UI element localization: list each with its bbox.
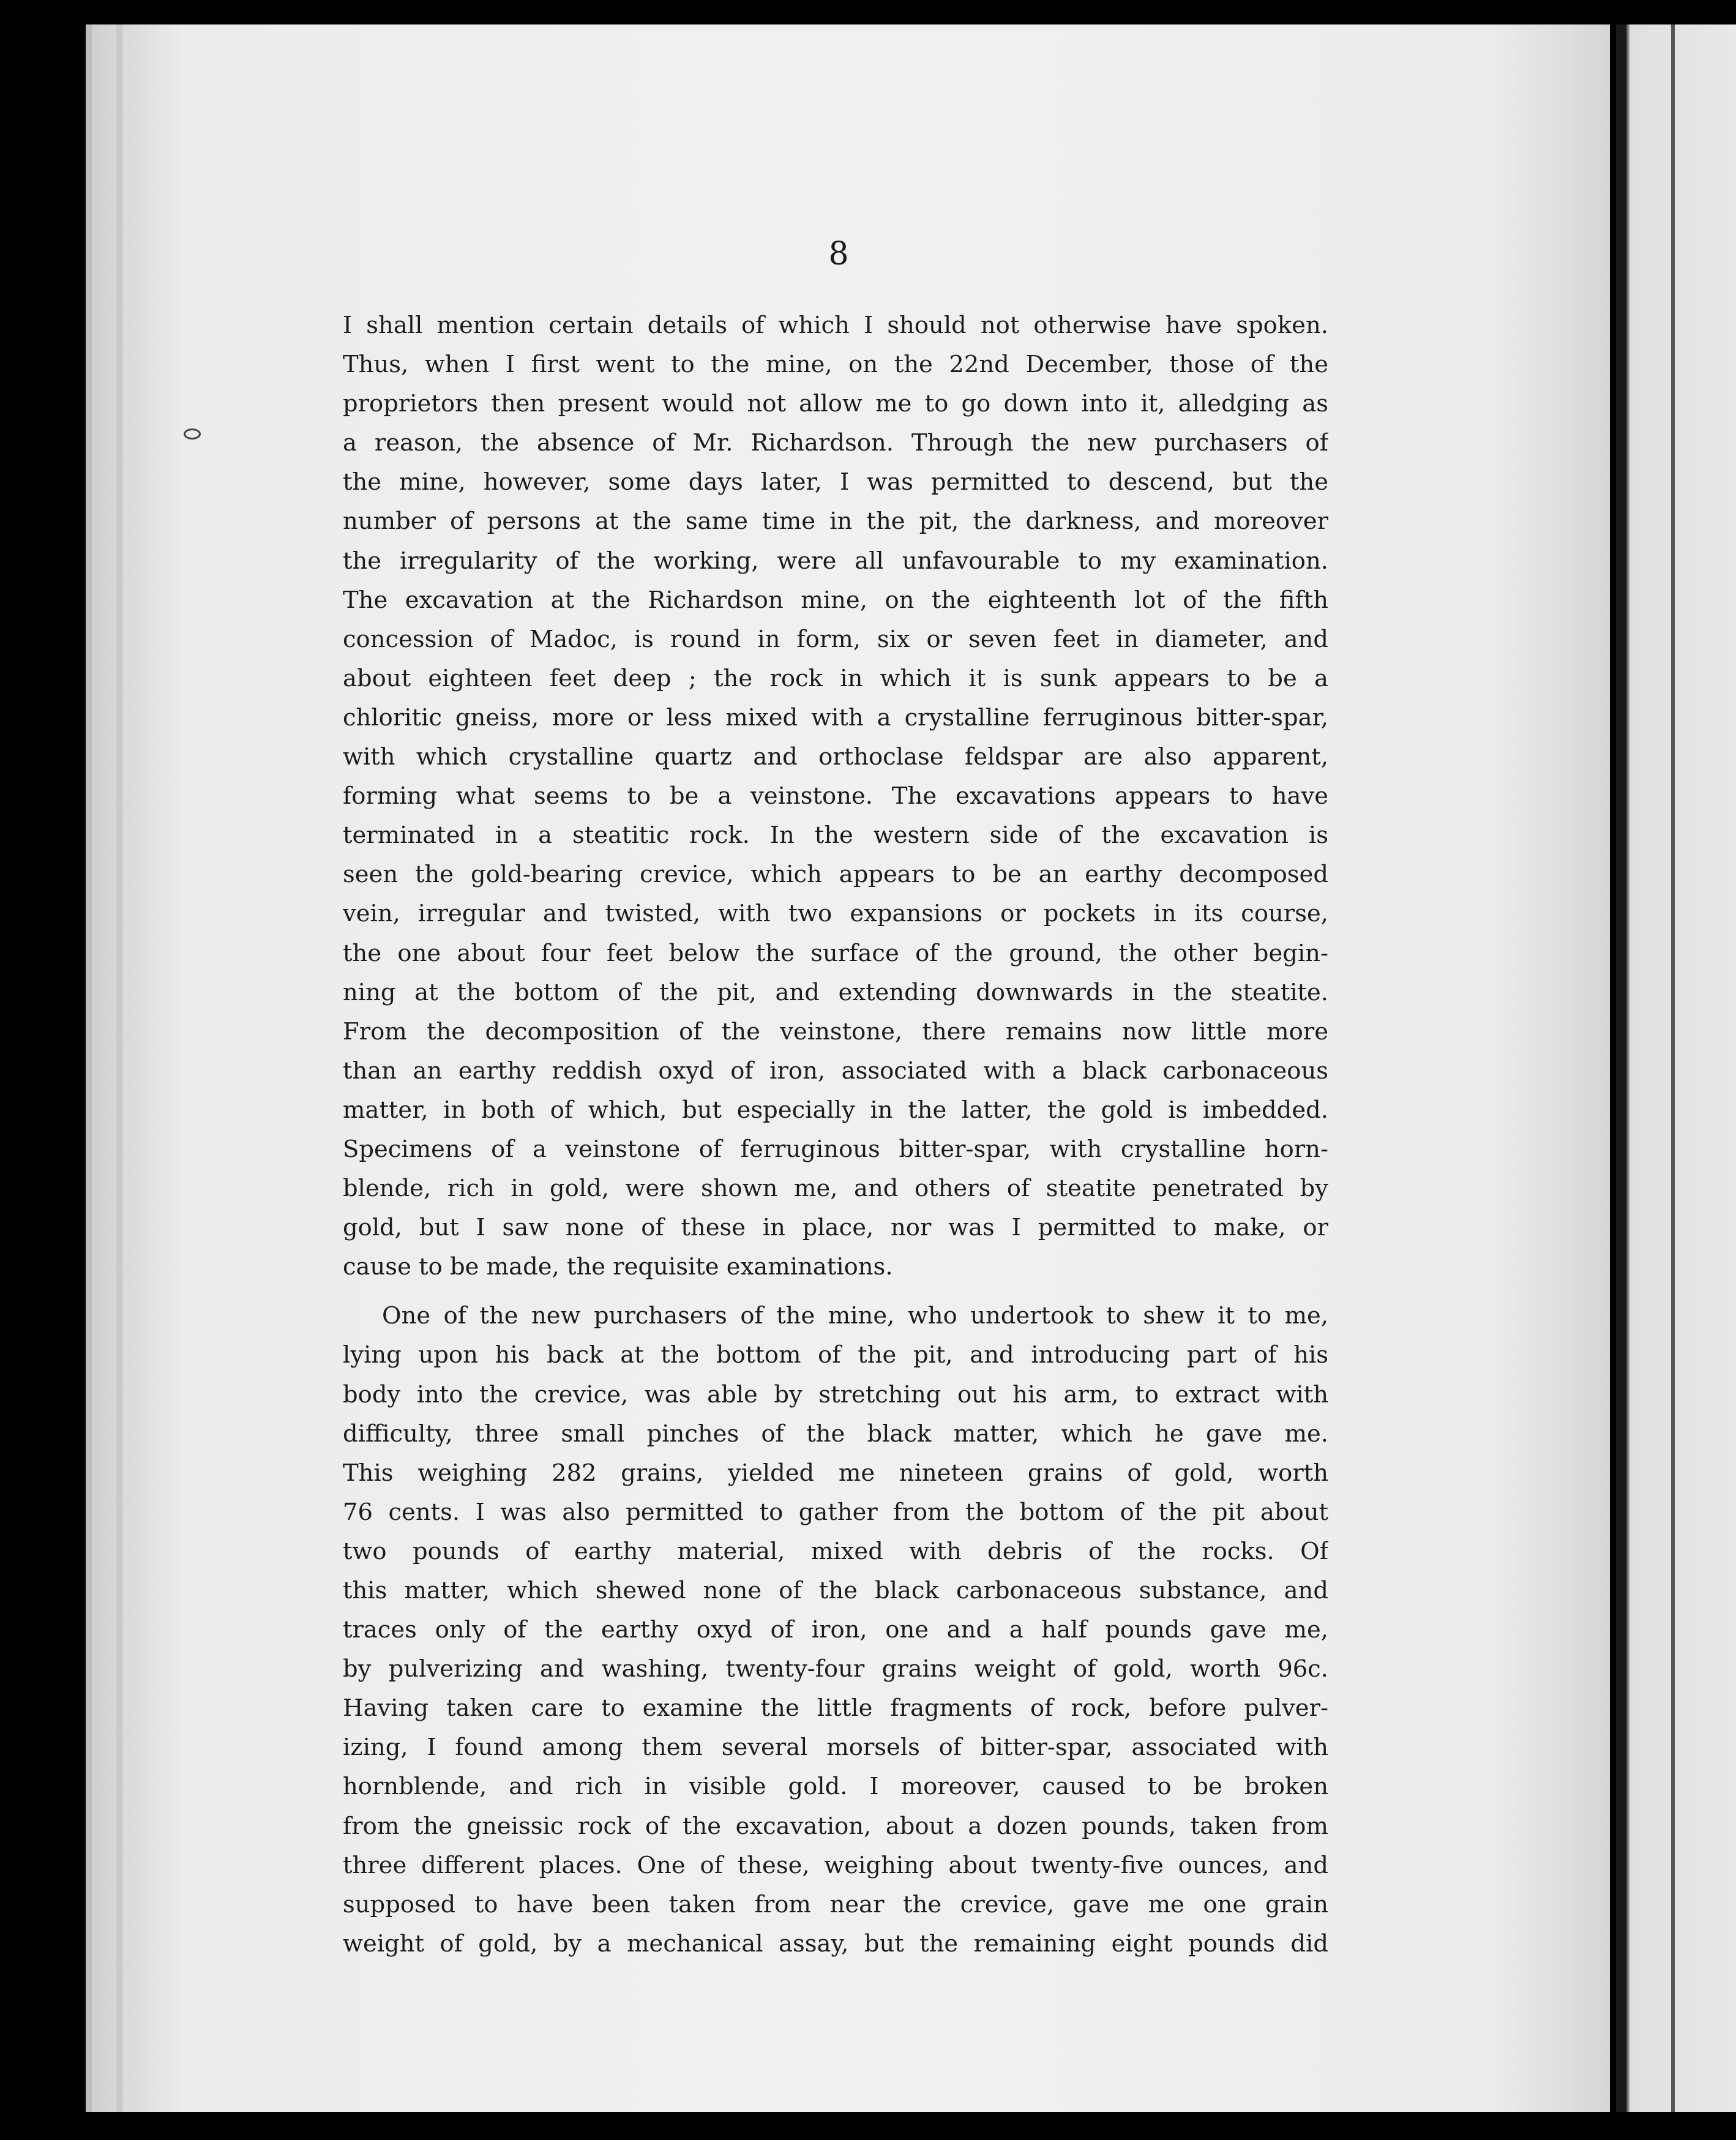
text-line: izing, I found among them several morsels of bitter-spar, associated with [343, 1734, 1328, 1762]
text-line: ning at the bottom of the pit, and extending downwards in the steatite. [343, 978, 1328, 1006]
text-line: Specimens of a veinstone of ferruginous bitter-spar, with crystalline horn- [343, 1135, 1328, 1163]
text-line: gold, but I saw none of these in place, nor was I permitted to make, or [343, 1214, 1328, 1242]
text-line: From the decomposition of the veinstone, there remains now little more [343, 1017, 1328, 1046]
text-line: the one about four feet below the surface of the ground, the other begin- [343, 939, 1328, 967]
text-line: vein, irregular and twisted, with two expansions or pockets in its course, [343, 900, 1328, 928]
text-line: a reason, the absence of Mr. Richardson. Through the new purchasers of [343, 429, 1328, 457]
adjacent-page-edge [1616, 24, 1736, 2112]
text-line: supposed to have been taken from near the crevice, gave me one grain [343, 1890, 1328, 1918]
text-line: One of the new purchasers of the mine, who undertook to shew it to me, [382, 1302, 1328, 1330]
text-line: difficulty, three small pinches of the black matter, which he gave me. [343, 1420, 1328, 1448]
film-speck [184, 428, 201, 440]
paragraph-gap [343, 1287, 1328, 1296]
text-line: forming what seems to be a veinstone. The excavations appears to have [343, 782, 1328, 810]
text-line: weight of gold, by a mechanical assay, but the remaining eight pounds did [343, 1929, 1328, 1958]
text-line: matter, in both of which, but especially in the latter, the gold is imbedded. [343, 1096, 1328, 1124]
text-line: proprietors then present would not allow me to go down into it, alledging as [343, 390, 1328, 418]
text-line: I shall mention certain details of which I should not otherwise have spoken. [343, 312, 1328, 339]
paragraph [343, 306, 1328, 1287]
text-line: by pulverizing and washing, twenty-four grains weight of gold, worth 96c. [343, 1655, 1328, 1683]
text-line: terminated in a steatitic rock. In the western side of the excavation is [343, 821, 1328, 850]
text-line: The excavation at the Richardson mine, on the eighteenth lot of the fifth [343, 586, 1328, 614]
text-line: blende, rich in gold, were shown me, and others of steatite penetrated by [343, 1175, 1328, 1203]
text-line: lying upon his back at the bottom of the pit, and introducing part of his [343, 1341, 1328, 1369]
text-line: chloritic gneiss, more or less mixed with a crystalline ferruginous bitter-spar, [343, 703, 1328, 731]
text-line: Having taken care to examine the little fragments of rock, before pulver- [343, 1694, 1328, 1723]
text-line: the mine, however, some days later, I was permitted to descend, but the [343, 468, 1328, 496]
text-line: number of persons at the same time in the pit, the darkness, and moreover [343, 507, 1328, 536]
text-line: Thus, when I first went to the mine, on the 22nd December, those of the [343, 351, 1328, 379]
text-line: seen the gold-bearing crevice, which appears to be an earthy decomposed [343, 861, 1328, 889]
page-number: 8 [828, 236, 849, 272]
text-line: two pounds of earthy material, mixed with debris of the rocks. Of [343, 1537, 1328, 1565]
text-line: than an earthy reddish oxyd of iron, associated with a black carbonaceous [343, 1057, 1328, 1085]
text-line: from the gneissic rock of the excavation, about a dozen pounds, taken from [343, 1812, 1328, 1840]
text-line: about eighteen feet deep ; the rock in which it is sunk appears to be a [343, 664, 1328, 692]
text-line: this matter, which shewed none of the black carbonaceous substance, and [343, 1577, 1328, 1604]
text-line: three different places. One of these, weighing about twenty-five ounces, and [343, 1851, 1328, 1879]
text-line: traces only of the earthy oxyd of iron, one and a half pounds gave me, [343, 1616, 1328, 1644]
text-line: hornblende, and rich in visible gold. I moreover, caused to be broken [343, 1773, 1328, 1801]
text-line: the irregularity of the working, were all unfavourable to my examination. [343, 547, 1328, 575]
text-line: 76 cents. I was also permitted to gather from the bottom of the pit about [343, 1498, 1328, 1526]
body-text [343, 306, 1328, 1964]
text-line: body into the crevice, was able by stretching out his arm, to extract with [343, 1380, 1328, 1409]
paragraph [343, 1296, 1328, 1964]
text-line: cause to be made, the requisite examinations. [343, 1253, 893, 1281]
text-line: This weighing 282 grains, yielded me nineteen grains of gold, worth [343, 1459, 1328, 1487]
text-line: concession of Madoc, is round in form, six or seven feet in diameter, and [343, 625, 1328, 653]
text-line: with which crystalline quartz and orthoclase feldspar are also apparent, [343, 743, 1328, 771]
